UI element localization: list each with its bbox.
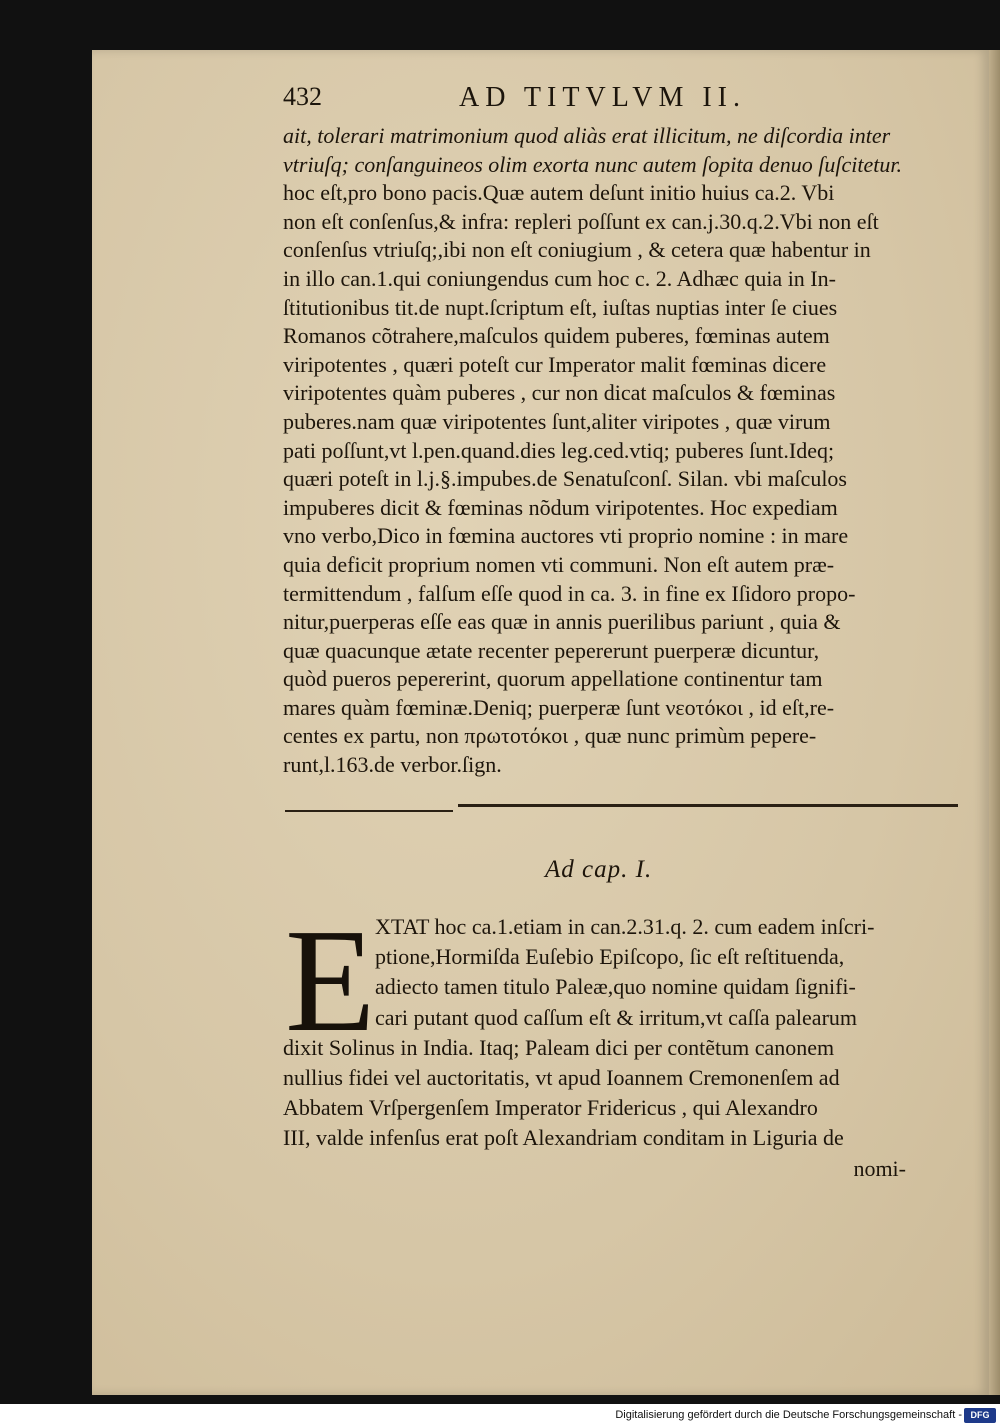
text-line: quòd pueros pepererint, quorum appellatione continentur tam [283,666,823,692]
text-line: XTAT hoc ca.1.etiam in can.2.31.q. 2. cum eadem inſcri- [375,914,875,939]
dfg-logo-icon[interactable]: DFG [964,1408,996,1423]
running-head [283,82,973,118]
text-line: quia deficit proprium nomen vti communi. Non eſt autem præ- [283,551,835,577]
footer-credit[interactable]: Digitalisierung gefördert durch die Deutsche Forschungsgemeinschaft - [615,1409,962,1421]
lower-text-block [283,912,968,1184]
upper-text-block [283,122,968,780]
text-line: impuberes dicit & fœminas nõdum viripotentes. Hoc expediam [283,494,838,520]
page-edge [989,50,1000,1395]
section-heading: Ad cap. I. [545,856,653,883]
text-line: in illo can.1.qui coniungendus cum hoc c. 2. Adhæc quia in In- [283,265,836,291]
text-line: centes ex partu, non πρωτοτόκοι , quæ nunc primùm pepere- [283,723,817,749]
text-line: ſtitutionibus tit.de nupt.ſcriptum eſt, iuſtas nuptias inter ſe ciues [283,294,838,320]
text-line: adiecto tamen titulo Paleæ,quo nomine quidam ſignifi- [375,974,856,1000]
text-line: mares quàm fœminæ.Deniq; puerperæ ſunt νεοτόκοι , id eſt,re- [283,694,835,720]
text-line: non eſt conſenſus,& infra: repleri poſſunt ex can.j.30.q.2.Vbi non eſt [283,208,879,234]
text-line: dixit Solinus in India. Itaq; Paleam dici per contẽtum canonem [283,1034,835,1060]
catchword: nomi- [853,1155,906,1181]
text-line: runt,l.163.de verbor.ſign. [283,752,502,778]
text-line: III, valde infenſus erat poſt Alexandriam conditam in Liguria de [283,1125,844,1151]
section-rule-left [285,810,453,812]
text-line: quæ quacunque ætate recenter pepererunt puerperæ dicuntur, [283,637,820,663]
footer-bar [0,1404,1000,1426]
text-line: viripotentes , quæri poteſt cur Imperator malit fœminas dicere [283,351,827,377]
text-line: hoc eſt,pro bono pacis.Quæ autem deſunt initio huius ca.2. Vbi [283,180,835,206]
drop-cap: E [285,899,376,1063]
running-title: AD TITVLVM II. [459,82,746,113]
page-number: 432 [283,82,322,111]
text-line: puberes.nam quæ viripotentes ſunt,aliter viripotes , quæ virum [283,408,831,434]
text-line: nullius fidei vel auctoritatis, vt apud Ioannem Cremonenſem ad [283,1064,840,1090]
text-line: Abbatem Vrſpergenſem Imperator Fridericus , qui Alexandro [283,1095,818,1121]
text-line: quæri poteſt in l.j.§.impubes.de Senatuſconſ. Silan. vbi maſculos [283,466,847,492]
text-line: cari putant quod caſſum eſt & irritum,vt caſſa palearum [375,1004,858,1030]
section-rule-right [458,804,958,807]
text-line: Romanos cõtrahere,maſculos quidem puberes, fœminas autem [283,323,830,349]
text-line: conſenſus vtriuſq;,ibi non eſt coniugium , & cetera quæ habentur in [283,237,871,263]
text-line: pati poſſunt,vt l.pen.quand.dies leg.ced.vtiq; puberes ſunt.Ideq; [283,437,835,463]
text-line: vno verbo,Dico in fœmina auctores vti proprio nomine : in mare [283,523,849,549]
text-line: termittendum , falſum eſſe quod in ca. 3. in fine ex Iſidoro propo- [283,580,856,606]
text-line: nitur,puerperas eſſe eas quæ in annis puerilibus pariunt , quia & [283,609,841,635]
text-line: ptione,Hormiſda Euſebio Epiſcopo, ſic eſt reſtituenda, [375,944,845,970]
text-line: ait, tolerari matrimonium quod aliàs erat illicitum, ne diſcordia inter [283,123,891,148]
text-line: viripotentes quàm puberes , cur non dicat maſculos & fœminas [283,380,836,406]
text-line: vtriuſq; conſanguineos olim exorta nunc autem ſopita denuo ſuſcitetur. [283,151,902,177]
